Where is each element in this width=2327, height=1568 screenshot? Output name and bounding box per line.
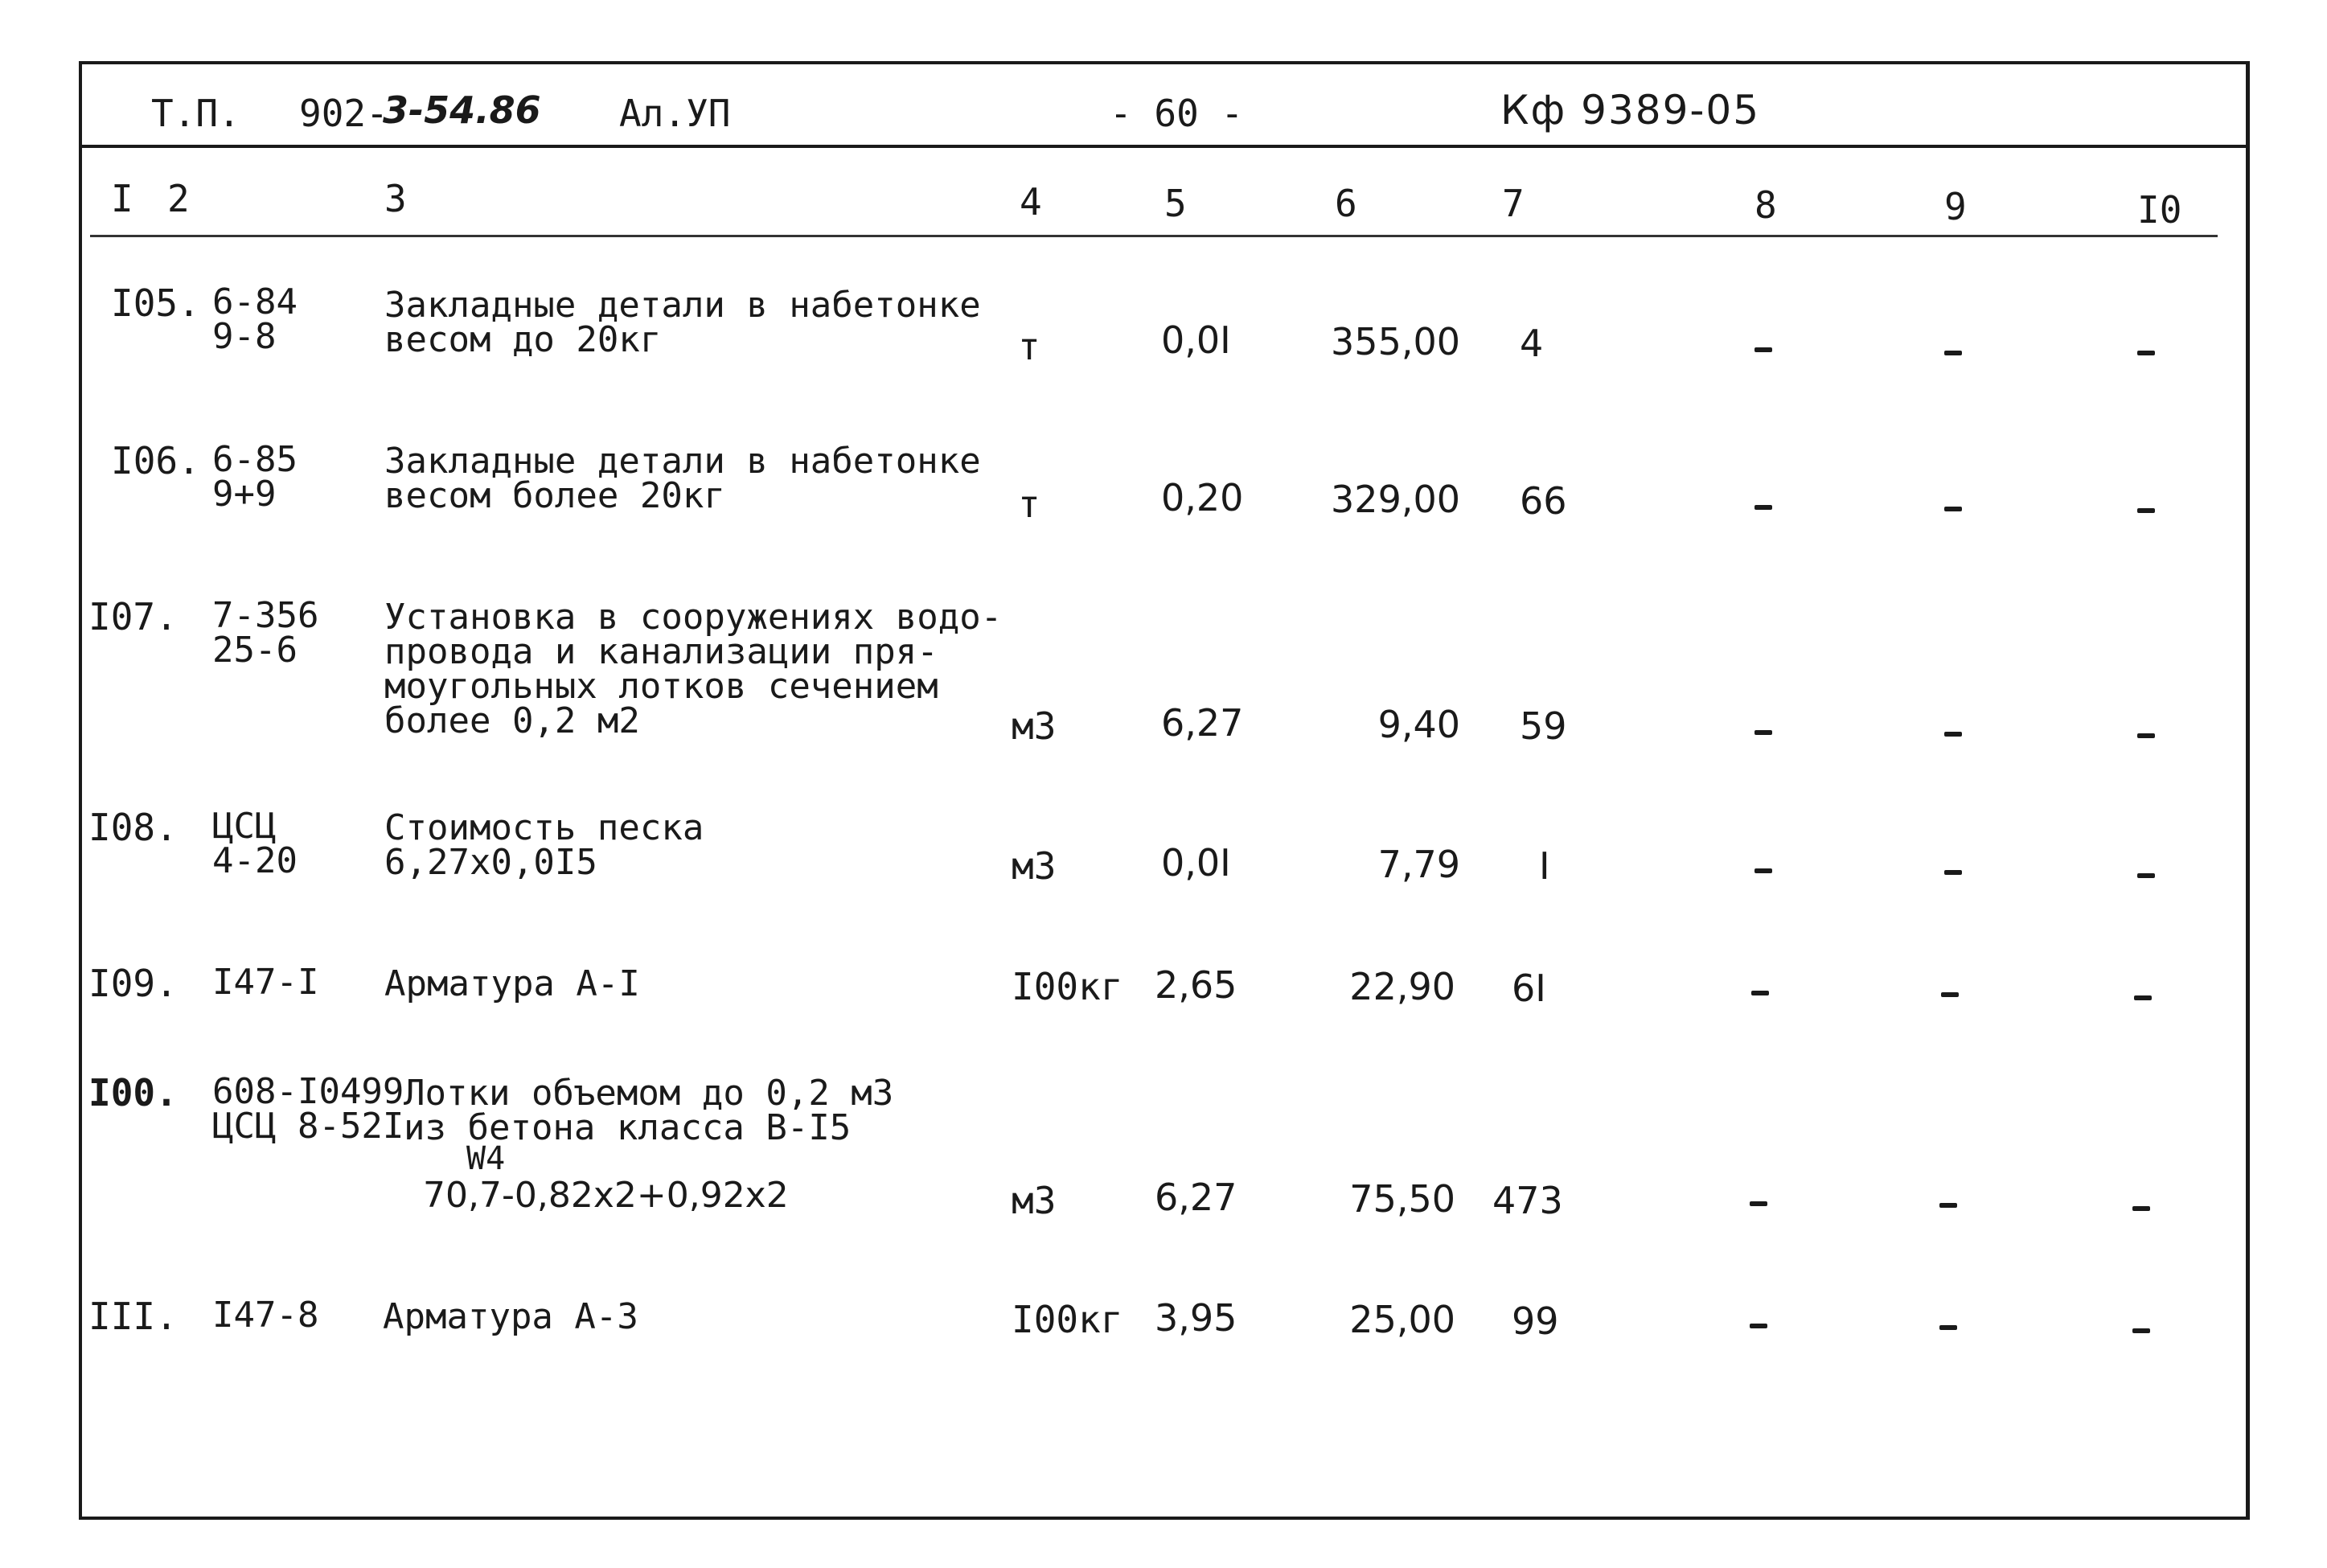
row-description: Арматура А-3 [383, 1296, 638, 1337]
row-col9-dash [1944, 507, 1962, 511]
col-header-5: 5 [1164, 182, 1187, 225]
row-col10-dash [2137, 351, 2155, 355]
row-total: 473 [1492, 1179, 1563, 1222]
row-number: III. [88, 1295, 178, 1338]
row-number: I07. [88, 595, 178, 638]
row-code: 6-85 9+9 [212, 439, 298, 515]
row-quantity: 3,95 [1155, 1296, 1237, 1340]
row-number: I09. [88, 962, 178, 1005]
row-col10-dash [2132, 1328, 2150, 1333]
header-album: Ал.УП [619, 92, 731, 135]
row-description: Закладные детали в набетонке весом более 20кг [384, 441, 981, 516]
row-total: 99 [1512, 1299, 1559, 1343]
row-unit: I00кг [1012, 965, 1123, 1008]
row-price: 22,90 [1349, 965, 1455, 1008]
row-code: I47-I [212, 962, 319, 1003]
col-header-3: 3 [384, 177, 407, 220]
row-col10-dash [2137, 873, 2155, 878]
row-price: 9,40 [1377, 703, 1460, 746]
row-unit: т [1018, 482, 1040, 526]
row-number: I00. [88, 1071, 178, 1114]
row-price: 25,00 [1349, 1298, 1455, 1341]
row-formula: 70,7-0,82х2+0,92х2 [423, 1175, 789, 1216]
col-header-1: I [111, 177, 133, 220]
row-description: Закладные детали в набетонке весом до 20кг [384, 285, 981, 360]
row-col9-dash [1944, 351, 1962, 355]
col-header-8: 8 [1754, 183, 1777, 227]
row-total: 4 [1520, 322, 1544, 365]
col-header-4: 4 [1020, 180, 1042, 224]
row-col9-dash [1939, 1203, 1957, 1208]
col-header-9: 9 [1944, 185, 1967, 228]
header-tp: Т.П. [151, 92, 240, 135]
row-price: 329,00 [1331, 478, 1460, 521]
row-col10-dash [2137, 733, 2155, 738]
row-code: 608-I0499 ЦСЦ 8-52I [212, 1071, 404, 1147]
row-description: Лотки объемом до 0,2 м3 из бетона класса В-I5 [404, 1073, 894, 1148]
row-col8-dash [1754, 347, 1772, 352]
col-header-7: 7 [1502, 182, 1525, 225]
row-quantity: 0,0I [1161, 841, 1231, 885]
row-description: Установка в сооружениях водо- провода и канализации пря- моугольных лотков сечением более 0,2 м2 [384, 597, 1003, 741]
row-price: 75,50 [1349, 1177, 1455, 1221]
row-col9-dash [1939, 1325, 1957, 1330]
row-col10-dash [2132, 1206, 2150, 1211]
row-col8-dash [1751, 991, 1769, 995]
row-number: I06. [111, 439, 200, 482]
row-col10-dash [2137, 508, 2155, 513]
row-col10-dash [2134, 995, 2152, 1000]
row-description: Арматура А-I [384, 963, 640, 1004]
col-header-2: 2 [167, 177, 190, 220]
header-project-prefix: 902- [299, 92, 388, 135]
row-description: Стоимость песка 6,27х0,0I5 [384, 807, 704, 883]
row-col8-dash [1754, 868, 1772, 873]
row-code: ЦСЦ 4-20 [212, 806, 298, 881]
row-col8-dash [1754, 505, 1772, 510]
row-number: I05. [111, 281, 200, 325]
row-number: I08. [88, 806, 178, 849]
row-col9-dash [1944, 732, 1962, 737]
row-code: I47-8 [212, 1295, 319, 1336]
row-unit: I00кг [1012, 1298, 1123, 1341]
col-header-6: 6 [1335, 182, 1357, 225]
header-project-suffix: 3-54.86 [383, 88, 541, 132]
header-page-number: - 60 - [1110, 92, 1244, 135]
row-col8-dash [1750, 1201, 1767, 1206]
row-code: 6-84 9-8 [212, 281, 298, 357]
row-description-superscript: W4 [466, 1140, 506, 1177]
row-unit: т [1018, 325, 1040, 368]
row-col9-dash [1941, 992, 1959, 997]
row-total: 6I [1512, 967, 1546, 1010]
header-document-code: Кф 9389-05 [1500, 87, 1761, 133]
header-divider [79, 145, 2250, 148]
row-quantity: 6,27 [1161, 701, 1244, 745]
row-unit: м3 [1012, 844, 1057, 888]
row-quantity: 6,27 [1155, 1176, 1237, 1219]
row-total: 66 [1520, 479, 1567, 523]
row-code: 7-356 25-6 [212, 595, 319, 671]
row-total: I [1539, 844, 1550, 888]
row-col9-dash [1944, 870, 1962, 875]
row-total: 59 [1520, 704, 1567, 748]
row-price: 355,00 [1331, 320, 1460, 363]
row-unit: м3 [1012, 1179, 1057, 1222]
row-col8-dash [1754, 730, 1772, 735]
row-unit: м3 [1012, 704, 1057, 748]
column-header-divider [90, 235, 2218, 237]
row-quantity: 0,0I [1161, 318, 1231, 362]
row-quantity: 0,20 [1161, 476, 1244, 519]
row-quantity: 2,65 [1155, 963, 1237, 1007]
row-col8-dash [1750, 1324, 1767, 1328]
col-header-10: I0 [2137, 188, 2182, 232]
row-price: 7,79 [1377, 843, 1460, 886]
